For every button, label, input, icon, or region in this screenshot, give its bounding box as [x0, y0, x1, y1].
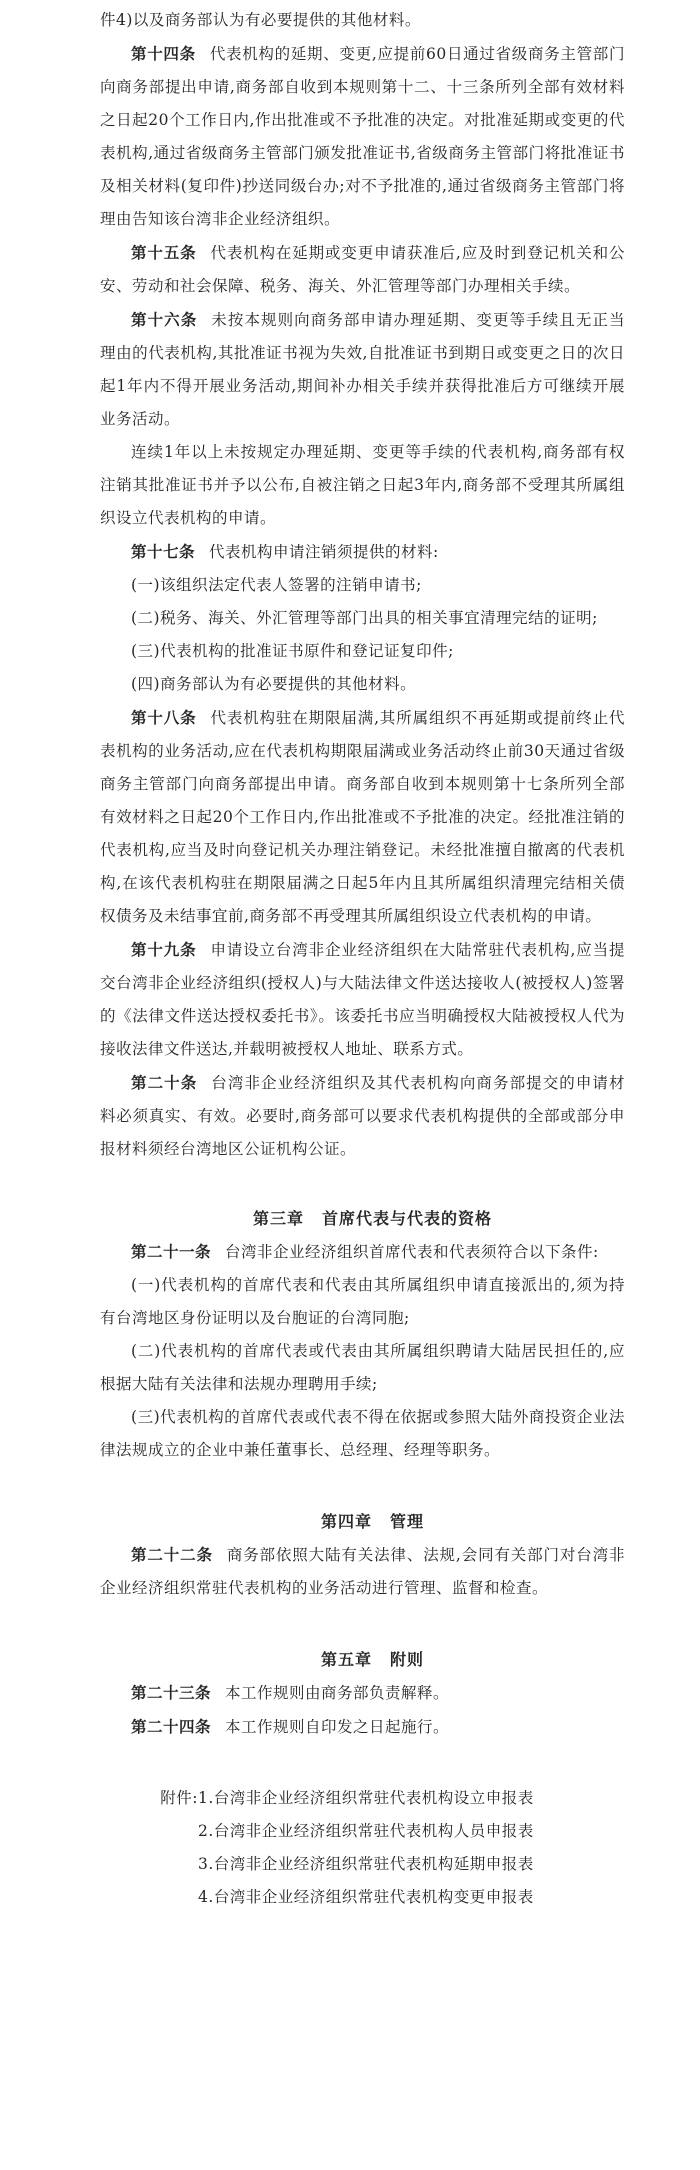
annex-item-text: 1.台湾非企业经济组织常驻代表机构设立申报表	[198, 1789, 534, 1807]
paragraph-text: (二)代表机构的首席代表或代表由其所属组织聘请大陆居民担任的,应根据大陆有关法律和法规办理聘用手续;	[100, 1342, 625, 1393]
annex-item-text: 2.台湾非企业经济组织常驻代表机构人员申报表	[198, 1822, 534, 1840]
paragraph-text: (三)代表机构的批准证书原件和登记证复印件;	[131, 642, 454, 660]
paragraph-text: 代表机构的延期、变更,应提前60日通过省级商务主管部门向商务部提出申请,商务部自收到本规则第十二、十三条所列全部有效材料之日起20个工作日内,作出批准或不予批准的决定。对批准延期或变更的代表机构,通过省级商务主管部门颁发批准证书,省级商务主管部门将批准证书及相关材料(复印件)抄送同级台办;对不予批准的,通过省级商务主管部门将理由告知该台湾非企业经济组织。	[100, 45, 625, 228]
article-number: 第十四条	[131, 44, 196, 63]
paragraph	[100, 436, 625, 535]
annex-item	[100, 1815, 625, 1848]
paragraph-text: 代表机构申请注销须提供的材料:	[209, 543, 439, 561]
annex-item-text: 4.台湾非企业经济组织常驻代表机构变更申报表	[198, 1888, 534, 1906]
paragraph	[100, 4, 625, 37]
chapter-4-title: 管理	[390, 1512, 425, 1531]
article-number: 第十九条	[131, 940, 197, 959]
article-number: 第十五条	[131, 243, 197, 262]
paragraph	[100, 1710, 625, 1744]
article-number: 第十八条	[131, 708, 197, 727]
paragraph-text: 代表机构在延期或变更申请获准后,应及时到登记机关和公安、劳动和社会保障、税务、海关、外汇管理等部门办理相关手续。	[100, 244, 625, 295]
paragraph-text: 本工作规则由商务部负责解释。	[225, 1684, 450, 1702]
article-number: 第二十二条	[131, 1545, 213, 1564]
paragraph	[100, 1676, 625, 1710]
paragraph-text: 未按本规则向商务部申请办理延期、变更等手续且无正当理由的代表机构,其批准证书视为失效,自批准证书到期日或变更之日的次日起1年内不得开展业务活动,期间补办相关手续并获得批准后方可继续开展业务活动。	[100, 311, 625, 428]
chapter-3-number: 第三章	[252, 1209, 304, 1228]
section-chapter-5	[100, 1676, 625, 1744]
annex-item-text: 3.台湾非企业经济组织常驻代表机构延期申报表	[198, 1855, 534, 1873]
annex-item	[100, 1782, 625, 1815]
paragraph-text: 商务部依照大陆有关法律、法规,会同有关部门对台湾非企业经济组织常驻代表机构的业务活动进行管理、监督和检查。	[100, 1546, 625, 1597]
paragraph	[100, 37, 625, 236]
chapter-3-heading	[100, 1202, 625, 1235]
article-number: 第二十三条	[131, 1683, 212, 1702]
annex-item	[100, 1881, 625, 1914]
paragraph-text: 申请设立台湾非企业经济组织在大陆常驻代表机构,应当提交台湾非企业经济组织(授权人)与大陆法律文件送达接收人(被授权人)签署的《法律文件送达授权委托书》。该委托书应当明确授权大陆被授权人代为接收法律文件送达,并载明被授权人地址、联系方式。	[100, 941, 625, 1058]
annex-item	[100, 1848, 625, 1881]
paragraph	[100, 1335, 625, 1401]
document-body	[100, 4, 625, 1914]
article-number: 第十七条	[131, 542, 196, 561]
paragraph-text: 台湾非企业经济组织及其代表机构向商务部提交的申请材料必须真实、有效。必要时,商务部可以要求代表机构提供的全部或部分申报材料须经台湾地区公证机构公证。	[100, 1074, 625, 1158]
paragraph	[100, 1269, 625, 1335]
annex-list	[100, 1782, 625, 1914]
paragraph-text: 代表机构驻在期限届满,其所属组织不再延期或提前终止代表机构的业务活动,应在代表机构期限届满或业务活动终止前30天通过省级商务主管部门向商务部提出申请。商务部自收到本规则第十七条所列全部有效材料之日起20个工作日内,作出批准或不予批准的决定。经批准注销的代表机构,应当及时向登记机关办理注销登记。未经批准擅自撤离的代表机构,在该代表机构驻在期限届满之日起5年内且其所属组织清理完结相关债权债务及未结事宜前,商务部不再受理其所属组织设立代表机构的申请。	[100, 709, 625, 925]
paragraph	[100, 1538, 625, 1605]
paragraph-text: (二)税务、海关、外汇管理等部门出具的相关事宜清理完结的证明;	[131, 609, 598, 627]
paragraph	[100, 635, 625, 668]
chapter-5-number: 第五章	[320, 1650, 372, 1669]
section-articles-14-20	[100, 4, 625, 1166]
paragraph	[100, 701, 625, 933]
article-number: 第十六条	[131, 310, 198, 329]
paragraph-text: (一)代表机构的首席代表和代表由其所属组织申请直接派出的,须为持有台湾地区身份证明以及台胞证的台湾同胞;	[100, 1276, 625, 1327]
article-number: 第二十四条	[131, 1717, 212, 1736]
paragraph	[100, 1235, 625, 1269]
annex-label: 附件:	[160, 1789, 198, 1807]
paragraph-text: 台湾非企业经济组织首席代表和代表须符合以下条件:	[225, 1243, 599, 1261]
paragraph	[100, 236, 625, 303]
chapter-5-title: 附则	[390, 1650, 425, 1669]
paragraph	[100, 668, 625, 701]
section-chapter-3	[100, 1235, 625, 1467]
chapter-4-number: 第四章	[320, 1512, 372, 1531]
chapter-5-heading	[100, 1643, 625, 1676]
paragraph	[100, 1066, 625, 1166]
paragraph	[100, 303, 625, 436]
paragraph-text: (四)商务部认为有必要提供的其他材料。	[131, 675, 417, 693]
chapter-3-title: 首席代表与代表的资格	[322, 1209, 493, 1228]
article-number: 第二十一条	[131, 1242, 212, 1261]
section-chapter-4	[100, 1538, 625, 1605]
paragraph	[100, 933, 625, 1066]
paragraph-text: 连续1年以上未按规定办理延期、变更等手续的代表机构,商务部有权注销其批准证书并予以公布,自被注销之日起3年内,商务部不受理其所属组织设立代表机构的申请。	[100, 443, 625, 527]
paragraph-text: (一)该组织法定代表人签署的注销申请书;	[131, 576, 422, 594]
paragraph	[100, 535, 625, 569]
chapter-4-heading	[100, 1505, 625, 1538]
paragraph	[100, 1401, 625, 1467]
paragraph	[100, 602, 625, 635]
paragraph-text: 本工作规则自印发之日起施行。	[225, 1718, 450, 1736]
article-number: 第二十条	[131, 1073, 198, 1092]
paragraph-text: 件4)以及商务部认为有必要提供的其他材料。	[100, 11, 421, 29]
paragraph	[100, 569, 625, 602]
paragraph-text: (三)代表机构的首席代表或代表不得在依据或参照大陆外商投资企业法律法规成立的企业中兼任董事长、总经理、经理等职务。	[100, 1408, 625, 1459]
